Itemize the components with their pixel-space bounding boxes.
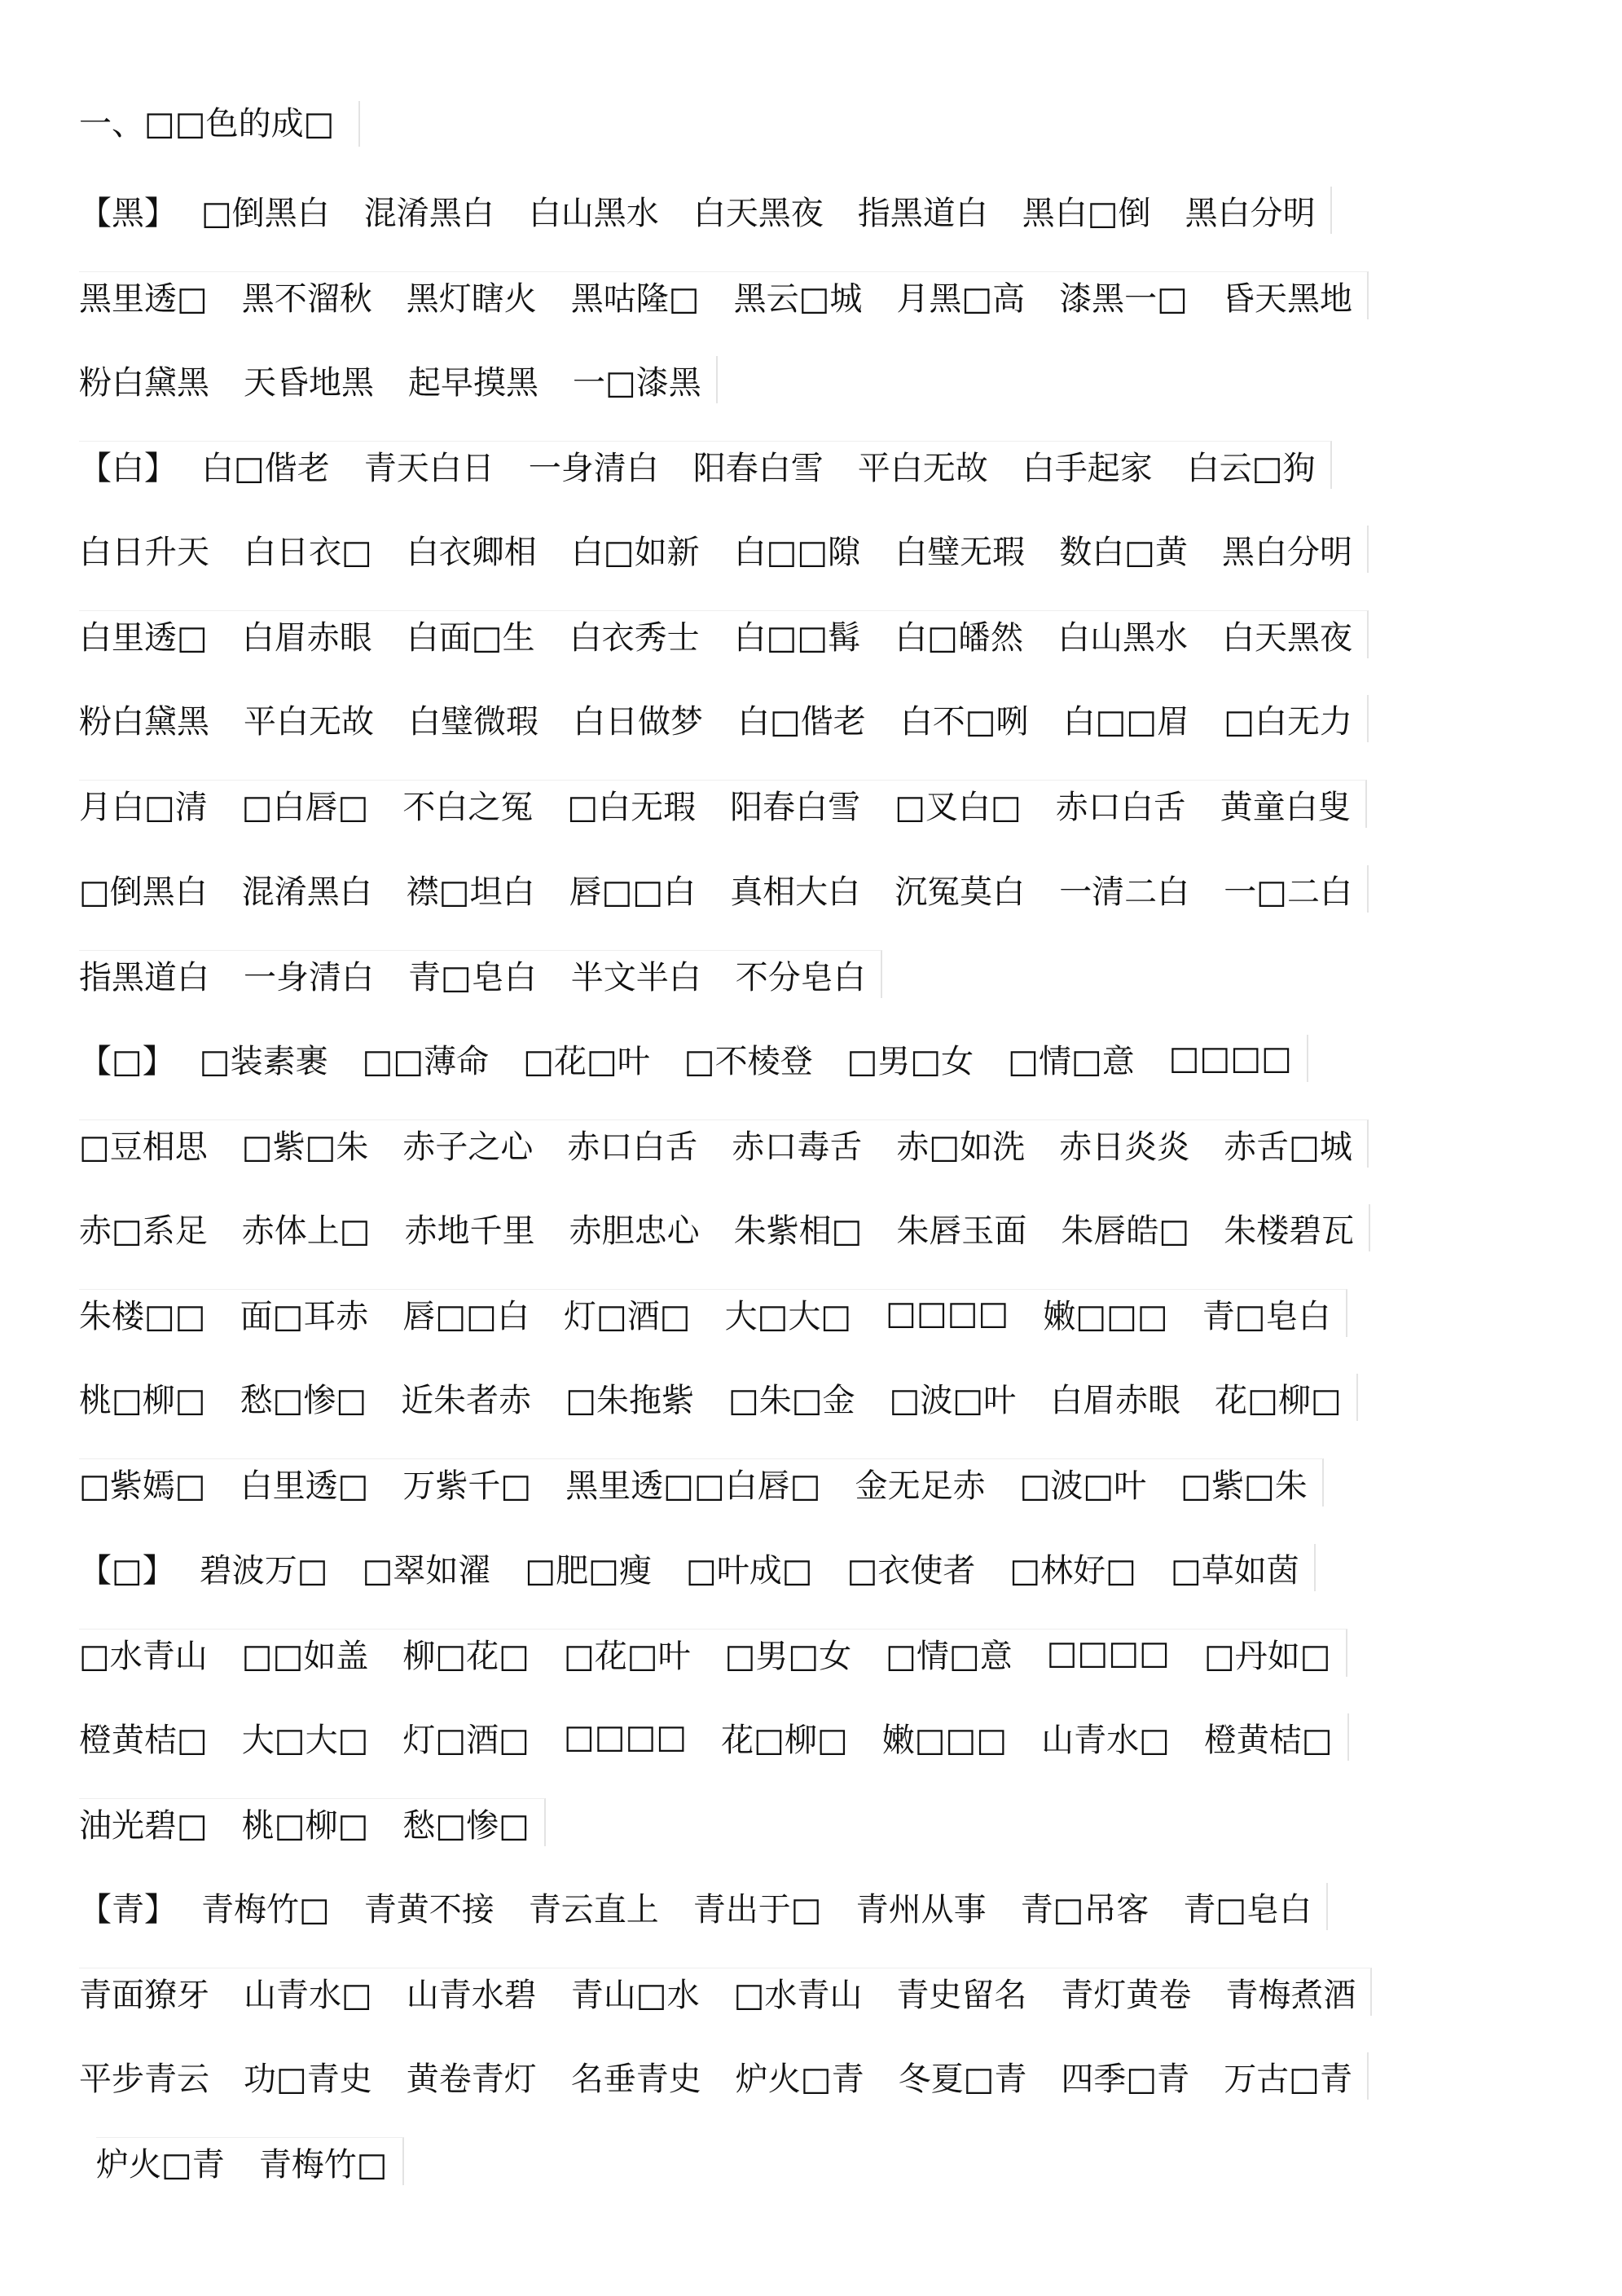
idiom: 花□柳□ [1215,1381,1342,1419]
idiom: 平白无故 [244,702,374,741]
idiom: 青山□水 [570,1976,700,2014]
idiom: 黑咕隆□ [570,279,700,318]
idiom: □倒黑白 [201,194,330,232]
idiom: 黑白分明 [1221,533,1352,571]
idiom-row [79,950,882,998]
idiom-row [79,1968,1372,2016]
idiom: □□薄命 [362,1042,490,1080]
idiom: 襟□坦白 [406,873,535,911]
idiom: 起早摸黑 [408,363,538,402]
idiom: 桃□柳□ [241,1806,369,1845]
idiom-row [79,1204,1370,1251]
idiom: 白眉赤眼 [1050,1381,1181,1419]
idiom: 平白无故 [857,449,988,487]
idiom-row [79,2052,1369,2100]
idiom: 山青水碧 [406,1976,537,2014]
idiom: □波□叶 [1019,1467,1147,1505]
idiom: □情□意 [1008,1042,1135,1080]
idiom: 青□皂白 [408,958,537,996]
category-label: 【□】 [79,1551,175,1590]
idiom: 冬夏□青 [898,2060,1027,2098]
idiom: □男□女 [724,1637,852,1675]
idiom: □情□意 [886,1637,1013,1675]
idiom-row [79,1119,1369,1168]
idiom: 橙黄桔□ [79,1721,208,1759]
category-label: 【青】 [79,1890,177,1929]
idiom: 四季□青 [1061,2060,1190,2098]
idiom: 近朱者赤 [401,1381,532,1419]
idiom: □水青山 [733,1976,863,2014]
idiom: □衣使者 [846,1551,976,1590]
idiom: 白□皤然 [895,618,1023,657]
idiom: 不白之冤 [402,788,534,826]
idiom: 面□耳赤 [240,1297,369,1335]
idiom: 赤体上□ [241,1212,371,1250]
idiom: □草如茵 [1170,1551,1299,1590]
idiom: 白□□眉 [1062,702,1190,741]
category-label: 【□】 [79,1042,175,1080]
idiom: 炉火□青 [96,2145,225,2184]
idiom: 白日做梦 [573,702,703,741]
idiom: 白□偕老 [737,702,866,741]
idiom: 朱楼碧瓦 [1224,1212,1355,1250]
idiom: 花□柳□ [721,1721,848,1759]
idiom: 黑不溜秋 [241,279,372,318]
idiom: 青天白日 [363,449,495,487]
idiom: 白里透□ [79,618,208,657]
idiom: 万紫千□ [402,1467,532,1505]
idiom-row [79,1713,1349,1761]
idiom: 白手起家 [1022,449,1153,487]
idiom: 青□皂白 [1202,1297,1331,1335]
idiom: 灯□酒□ [563,1297,691,1335]
idiom: 黄卷青灯 [406,2060,537,2098]
idiom: 昏天黑地 [1221,279,1352,318]
idiom: 白□偕老 [201,449,330,487]
idiom: 唇□□白 [402,1297,530,1335]
idiom: 月白□清 [79,788,208,826]
idiom: □白唇□ [241,788,369,826]
idiom: 青□皂白 [1183,1890,1312,1929]
idiom: □□□□ [1168,1040,1292,1077]
idiom: 青黄不接 [363,1890,495,1929]
idiom: 柳□花□ [402,1637,530,1675]
idiom: 青梅竹□ [201,1890,330,1929]
idiom-row [79,695,1369,742]
idiom: □紫□朱 [241,1128,369,1166]
idiom: 桃□柳□ [79,1381,206,1419]
idiom: □豆相思 [79,1128,208,1166]
idiom: 白衣秀士 [569,618,700,657]
idiom: 天昏地黑 [244,363,374,402]
idiom: 山青水□ [1041,1721,1170,1759]
idiom: 数白□黄 [1059,533,1188,571]
idiom: 沉冤莫白 [895,873,1026,911]
idiom-row [79,610,1369,658]
category-label: 【白】 [79,449,177,487]
idiom: 平步青云 [79,2060,209,2098]
idiom: 指黑道白 [79,958,209,996]
idiom: 赤胆忠心 [569,1212,700,1250]
idiom: □白无力 [1224,702,1352,741]
idiom: 黑白分明 [1185,194,1316,232]
idiom: 白璧无瑕 [895,533,1026,571]
idiom: 黑白□倒 [1022,194,1151,232]
idiom: 山青水□ [244,1976,372,2014]
idiom: □肥□瘦 [525,1551,652,1590]
idiom: 嫩□□□ [881,1721,1008,1759]
idiom: 青出于□ [692,1890,822,1929]
idiom: 油光碧□ [79,1806,208,1845]
idiom: □花□叶 [563,1637,691,1675]
idiom: 赤地千里 [404,1212,535,1250]
idiom: 金无足赤 [855,1467,986,1505]
idiom: 朱楼□□ [79,1297,206,1335]
idiom: 一身清白 [528,449,659,487]
idiom: 赤□系足 [79,1212,208,1250]
idiom: 赤口毒舌 [732,1128,863,1166]
idiom: 赤日炎炎 [1059,1128,1190,1166]
idiom: 白天黑夜 [692,194,824,232]
idiom: 月黑□高 [896,279,1026,318]
idiom: 青梅煮酒 [1225,1976,1356,2014]
idiom: □倒黑白 [79,873,208,911]
idiom: 白山黑水 [528,194,659,232]
idiom: □□如盖 [241,1637,369,1675]
idiom: 白不□咧 [899,702,1029,741]
idiom-row [79,1289,1347,1337]
idiom: 黄童白叟 [1220,788,1351,826]
idiom: 混淆黑白 [241,873,372,911]
idiom: 白山黑水 [1057,618,1188,657]
idiom-row [79,1883,1328,1930]
idiom: 嫩□□□ [1043,1297,1168,1335]
idiom-row [79,526,1369,573]
idiom: 指黑道白 [857,194,988,232]
idiom: 漆黑一□ [1059,279,1188,318]
idiom-row [79,1458,1324,1506]
idiom: 粉白黛黑 [79,702,209,741]
idiom: 赤口白舌 [567,1128,698,1166]
idiom: 橙黄桔□ [1203,1721,1333,1759]
idiom: 功□青史 [244,2060,372,2098]
idiom-row [79,1544,1316,1591]
idiom: 黑灯瞎火 [406,279,537,318]
idiom: □紫□朱 [1180,1467,1308,1505]
idiom: □波□叶 [889,1381,1017,1419]
idiom: 赤舌□城 [1224,1128,1352,1166]
idiom: □朱拖紫 [565,1381,694,1419]
idiom: 朱紫相□ [733,1212,863,1250]
idiom: 一身清白 [244,958,374,996]
idiom-row [79,271,1369,319]
idiom: 青史留名 [896,1976,1027,2014]
idiom-row [79,780,1367,828]
idiom: □不棱登 [684,1042,813,1080]
idiom: 一清二白 [1059,873,1190,911]
idiom: 青灯黄卷 [1061,1976,1192,2014]
idiom: 黑里透□ [79,279,208,318]
idiom: 灯□酒□ [402,1721,530,1759]
idiom: 黑云□城 [733,279,863,318]
idiom: 青梅竹□ [258,2145,388,2184]
idiom: 大□大□ [241,1721,369,1759]
idiom: 白天黑夜 [1221,618,1352,657]
idiom: 万古□青 [1224,2060,1352,2098]
idiom-row [79,865,1369,913]
idiom: □水青山 [79,1637,208,1675]
idiom: □林好□ [1009,1551,1136,1590]
idiom: □花□叶 [523,1042,650,1080]
idiom: 朱唇皓□ [1061,1212,1190,1250]
idiom: 混淆黑白 [363,194,495,232]
idiom: 黑里透□□白唇□ [565,1467,821,1505]
idiom: 炉火□青 [735,2060,864,2098]
idiom: 朱唇玉面 [896,1212,1027,1250]
idiom: □叉白□ [895,788,1022,826]
idiom: 真相大白 [730,873,861,911]
idiom: 青州从事 [855,1890,987,1929]
idiom: 白□如新 [570,533,700,571]
idiom: □男□女 [846,1042,974,1080]
idiom: 白日衣□ [244,533,372,571]
idiom: 白眉赤眼 [241,618,372,657]
section-heading: 一、□□色的成□ [79,101,360,147]
idiom: 白衣卿相 [406,533,537,571]
idiom: □朱□金 [727,1381,855,1419]
idiom-row [79,356,718,403]
idiom-row [79,441,1332,489]
category-label: 【黑】 [79,194,177,232]
idiom: 赤子之心 [402,1128,534,1166]
idiom: 不分皂白 [735,958,866,996]
idiom: 一□二白 [1224,873,1352,911]
idiom: 阳春白雪 [692,449,824,487]
idiom: 白里透□ [240,1467,369,1505]
idiom-row [79,1798,546,1846]
idiom: 半文半白 [570,958,701,996]
idiom: 白云□狗 [1186,449,1316,487]
idiom-row [79,1629,1347,1677]
idiom: □丹如□ [1203,1637,1331,1675]
idiom: 阳春白雪 [730,788,861,826]
idiom: 白□□髯 [733,618,861,657]
idiom: □紫嫣□ [79,1467,206,1505]
idiom: 白面□生 [406,618,535,657]
idiom: 白□□隙 [733,533,861,571]
idiom: □叶成□ [685,1551,813,1590]
idiom-row [79,187,1332,234]
idiom: 一□漆黑 [573,363,701,402]
idiom: 粉白黛黑 [79,363,209,402]
idiom: 白日升天 [79,533,209,571]
idiom: 名垂青史 [570,2060,701,2098]
idiom: 青面獠牙 [79,1976,209,2014]
idiom: 大□大□ [724,1297,852,1335]
idiom: □□□□ [563,1718,688,1756]
idiom: 赤□如洗 [896,1128,1026,1166]
idiom-row [79,1374,1358,1421]
idiom: 唇□□白 [569,873,697,911]
idiom: 愁□惨□ [402,1806,530,1845]
idiom: □装素裹 [199,1042,328,1080]
idiom: □白无瑕 [567,788,697,826]
idiom: 愁□惨□ [240,1381,367,1419]
idiom: □翠如濯 [362,1551,491,1590]
idiom: 赤口白舌 [1055,788,1186,826]
idiom: 白璧微瑕 [408,702,538,741]
idiom-row [79,1035,1308,1082]
idiom: □□□□ [1046,1634,1170,1672]
idiom: 青□吊客 [1020,1890,1149,1929]
idiom-row [96,2137,404,2185]
idiom: 青云直上 [528,1890,659,1929]
idiom: □□□□ [886,1295,1009,1332]
idiom: 碧波万□ [199,1551,328,1590]
